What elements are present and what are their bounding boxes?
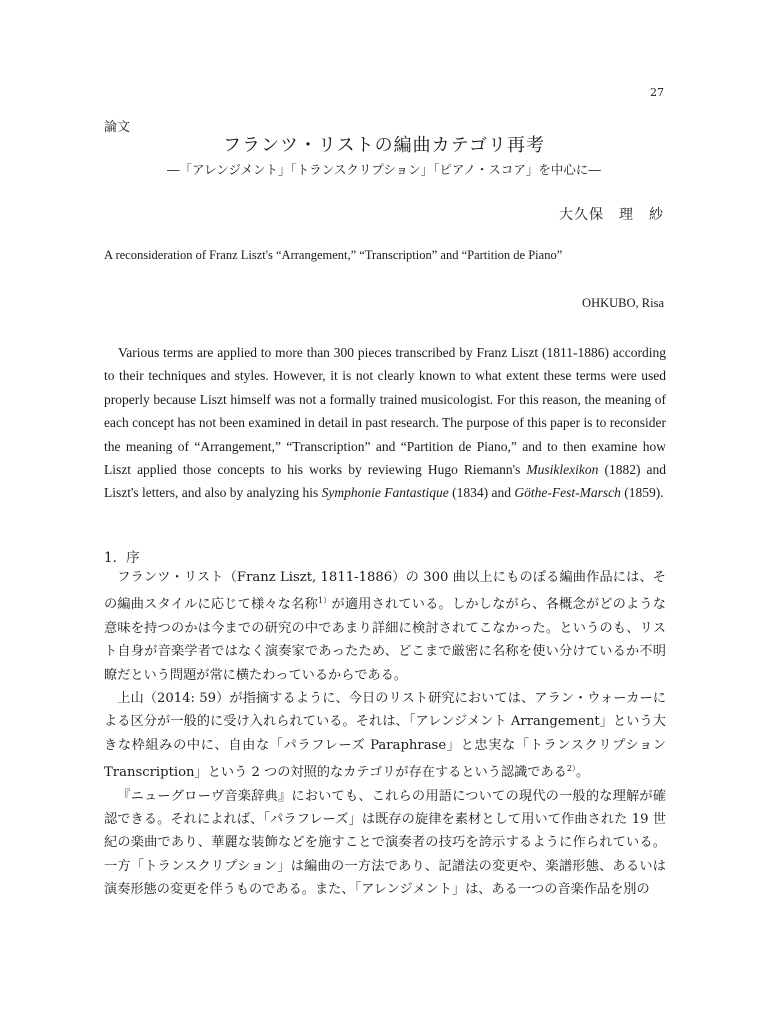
footnote-marker-1: 1）: [317, 596, 332, 606]
english-abstract: [104, 341, 666, 505]
abstract-italic-symphonie: Symphonie Fantastique: [321, 485, 449, 501]
author-name-japanese: 大久保 理 紗: [559, 207, 664, 223]
paragraph-2: [104, 687, 666, 785]
paragraph-2-text-a: 上山（2014: 59）が指摘するように、今日のリスト研究においては、アラン・ウォーカーによる区分が一般的に受け入れられている。それは、「アレンジメント Arrangement」という大きな枠組みの中に、自由な「パラフレーズ Paraphrase」と忠実な「トランスクリプション Transcription」という 2 つの対照的なカテゴリが存在するという認識である: [104, 691, 666, 781]
paragraph-1-text-a: フランツ・リスト（Franz Liszt, 1811-1886）の 300 曲以上にものぼる編曲作品には、その編曲スタイルに応じて様々な名称: [104, 570, 666, 613]
section-label: 論文: [104, 120, 131, 135]
footnote-marker-2: 2）: [566, 764, 576, 774]
paper-subtitle: ―「アレンジメント」「トランスクリプション」「ピアノ・スコア」を中心に―: [167, 162, 601, 177]
abstract-text-4: (1859).: [620, 485, 664, 501]
paragraph-2-text-b: 。: [575, 765, 590, 781]
abstract-text-3: (1834) and: [448, 485, 515, 501]
paragraph-1: [104, 566, 666, 687]
abstract-italic-musiklexikon: Musiklexikon: [526, 462, 599, 478]
paragraph-1-text-b: が適用されている。しかしながら、各概念がどのような意味を持つのかは今までの研究の中であまり詳細に検討されてこなかった。というのも、リスト自身が音楽学者ではなく演奏家であったため、どこまで厳密に名称を使い分けているか不明瞭だという問題が常に横たわっているからである。: [104, 597, 666, 683]
page-number: 27: [650, 86, 664, 99]
section-heading: 1．序: [104, 550, 140, 566]
paragraph-3: 『ニューグローヴ音楽辞典』においても、これらの用語についての現代の一般的な理解が確認できる。それによれば、「パラフレーズ」は既存の旋律を素材として用いて作曲された 19 世紀の楽曲であり、華麗な装飾などを施すことで演奏者の技巧を誇示するように作られている。一方「トランスクリプション」は編曲の一方法であり、記譜法の変更や、楽譜形態、あるいは演奏形態の変更を伴うものである。また、「アレンジメント」は、ある一つの音楽作品を別の: [104, 788, 666, 898]
english-title: A reconsideration of Franz Liszt's “Arrangement,” “Transcription” and “Partition de Piano”: [104, 248, 563, 262]
abstract-text-1: Various terms are applied to more than 300 pieces transcribed by Franz Liszt (1811-1886) according to their techniques and styles. However, it is not clearly known to what extent these terms were used properly because Liszt himself was not a formally trained musicologist. For this reason, the meaning of each concept has not been examined in detail in past research. The purpose of this paper is to reconsider the meaning of “Arrangement,” “Transcription” and “Partition de Piano,” and to then examine how Liszt applied those concepts to his works by reviewing Hugo Riemann's: [104, 345, 666, 478]
author-name-english: OHKUBO, Risa: [582, 296, 664, 310]
abstract-italic-gothe: Göthe-Fest-Marsch: [514, 485, 621, 501]
abstract-text-2: (1882) and Liszt's letters, and also by analyzing his: [104, 462, 666, 501]
body-text: [104, 566, 666, 902]
paper-title: フランツ・リストの編曲カテゴリ再考: [223, 135, 545, 156]
